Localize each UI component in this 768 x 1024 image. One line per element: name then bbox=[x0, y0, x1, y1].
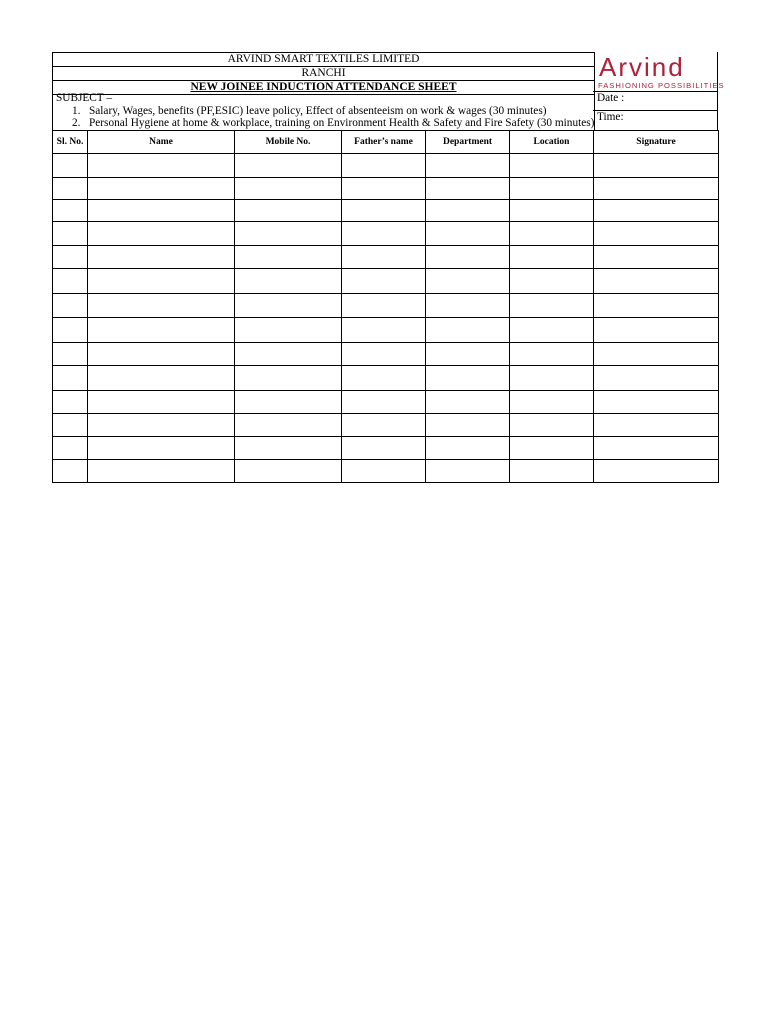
column-header-location: Location bbox=[510, 131, 594, 154]
cell-mobile[interactable] bbox=[235, 343, 342, 366]
subject-item-number: 2. bbox=[72, 117, 81, 129]
table-row bbox=[53, 343, 719, 366]
cell-name[interactable] bbox=[88, 178, 235, 200]
cell-department[interactable] bbox=[426, 178, 510, 200]
cell-location[interactable] bbox=[510, 437, 594, 460]
cell-father-name[interactable] bbox=[342, 154, 426, 178]
cell-sl-no[interactable] bbox=[53, 437, 88, 460]
company-name: ARVIND SMART TEXTILES LIMITED bbox=[53, 53, 594, 67]
date-field: Date : bbox=[593, 92, 717, 111]
cell-mobile[interactable] bbox=[235, 391, 342, 414]
cell-name[interactable] bbox=[88, 294, 235, 318]
cell-sl-no[interactable] bbox=[53, 200, 88, 222]
cell-department[interactable] bbox=[426, 366, 510, 391]
cell-sl-no[interactable] bbox=[53, 154, 88, 178]
subject-item-1 bbox=[56, 105, 592, 118]
logo-tagline: FASHIONING POSSIBILITIES bbox=[598, 81, 725, 90]
cell-name[interactable] bbox=[88, 366, 235, 391]
cell-sl-no[interactable] bbox=[53, 460, 88, 483]
column-header-signature: Signature bbox=[594, 131, 719, 154]
cell-sl-no[interactable] bbox=[53, 246, 88, 269]
cell-signature[interactable] bbox=[594, 222, 719, 246]
sheet-header bbox=[52, 52, 725, 130]
table-row bbox=[53, 246, 719, 269]
cell-sl-no[interactable] bbox=[53, 222, 88, 246]
column-header-name: Name bbox=[88, 131, 235, 154]
cell-mobile[interactable] bbox=[235, 460, 342, 483]
cell-name[interactable] bbox=[88, 343, 235, 366]
cell-location[interactable] bbox=[510, 366, 594, 391]
header-right bbox=[593, 52, 725, 130]
cell-name[interactable] bbox=[88, 318, 235, 343]
table-row bbox=[53, 366, 719, 391]
table-row bbox=[53, 222, 719, 246]
subject-item-number: 1. bbox=[72, 104, 81, 117]
cell-signature[interactable] bbox=[594, 200, 719, 222]
cell-sl-no[interactable] bbox=[53, 391, 88, 414]
cell-signature[interactable] bbox=[594, 294, 719, 318]
cell-department[interactable] bbox=[426, 294, 510, 318]
column-header-department: Department bbox=[426, 131, 510, 154]
cell-mobile[interactable] bbox=[235, 269, 342, 294]
subject-item-text: Personal Hygiene at home & workplace, training on Environment Health & Safety and Fire Safety (30 minutes) bbox=[89, 117, 595, 129]
attendance-sheet bbox=[52, 52, 725, 483]
cell-department[interactable] bbox=[426, 460, 510, 483]
cell-signature[interactable] bbox=[594, 343, 719, 366]
cell-name[interactable] bbox=[88, 246, 235, 269]
company-location: RANCHI bbox=[53, 67, 594, 81]
cell-location[interactable] bbox=[510, 178, 594, 200]
sheet-title: NEW JOINEE INDUCTION ATTENDANCE SHEET bbox=[53, 81, 594, 95]
cell-father-name[interactable] bbox=[342, 269, 426, 294]
cell-mobile[interactable] bbox=[235, 294, 342, 318]
cell-signature[interactable] bbox=[594, 414, 719, 437]
column-header-sl-no: Sl. No. bbox=[53, 131, 88, 154]
cell-signature[interactable] bbox=[594, 391, 719, 414]
cell-mobile[interactable] bbox=[235, 414, 342, 437]
cell-department[interactable] bbox=[426, 318, 510, 343]
cell-name[interactable] bbox=[88, 414, 235, 437]
cell-department[interactable] bbox=[426, 222, 510, 246]
cell-sl-no[interactable] bbox=[53, 178, 88, 200]
table-row bbox=[53, 437, 719, 460]
cell-name[interactable] bbox=[88, 222, 235, 246]
cell-signature[interactable] bbox=[594, 366, 719, 391]
cell-department[interactable] bbox=[426, 343, 510, 366]
cell-location[interactable] bbox=[510, 294, 594, 318]
table-row bbox=[53, 391, 719, 414]
cell-sl-no[interactable] bbox=[53, 294, 88, 318]
table-row bbox=[53, 154, 719, 178]
cell-father-name[interactable] bbox=[342, 178, 426, 200]
cell-signature[interactable] bbox=[594, 318, 719, 343]
cell-father-name[interactable] bbox=[342, 200, 426, 222]
cell-department[interactable] bbox=[426, 437, 510, 460]
cell-mobile[interactable] bbox=[235, 366, 342, 391]
subject-block bbox=[52, 92, 595, 130]
cell-department[interactable] bbox=[426, 414, 510, 437]
cell-father-name[interactable] bbox=[342, 437, 426, 460]
cell-mobile[interactable] bbox=[235, 246, 342, 269]
table-row bbox=[53, 414, 719, 437]
column-header-mobile: Mobile No. bbox=[235, 131, 342, 154]
cell-department[interactable] bbox=[426, 269, 510, 294]
subject-label: SUBJECT – bbox=[56, 92, 112, 104]
cell-mobile[interactable] bbox=[235, 178, 342, 200]
cell-location[interactable] bbox=[510, 460, 594, 483]
table-row bbox=[53, 269, 719, 294]
table-row bbox=[53, 318, 719, 343]
cell-father-name[interactable] bbox=[342, 343, 426, 366]
cell-location[interactable] bbox=[510, 414, 594, 437]
cell-signature[interactable] bbox=[594, 246, 719, 269]
cell-location[interactable] bbox=[510, 200, 594, 222]
table-header-row bbox=[53, 131, 719, 154]
cell-mobile[interactable] bbox=[235, 200, 342, 222]
cell-location[interactable] bbox=[510, 246, 594, 269]
table-body bbox=[53, 154, 719, 483]
cell-father-name[interactable] bbox=[342, 366, 426, 391]
cell-name[interactable] bbox=[88, 200, 235, 222]
cell-father-name[interactable] bbox=[342, 246, 426, 269]
logo-wordmark: Arvind bbox=[599, 52, 685, 82]
cell-signature[interactable] bbox=[594, 154, 719, 178]
cell-mobile[interactable] bbox=[235, 437, 342, 460]
cell-father-name[interactable] bbox=[342, 391, 426, 414]
cell-sl-no[interactable] bbox=[53, 318, 88, 343]
cell-father-name[interactable] bbox=[342, 414, 426, 437]
cell-name[interactable] bbox=[88, 460, 235, 483]
cell-department[interactable] bbox=[426, 246, 510, 269]
attendance-table bbox=[52, 130, 719, 483]
cell-department[interactable] bbox=[426, 200, 510, 222]
cell-location[interactable] bbox=[510, 154, 594, 178]
time-field: Time: bbox=[597, 111, 624, 123]
subject-item-2 bbox=[56, 117, 595, 130]
cell-mobile[interactable] bbox=[235, 318, 342, 343]
cell-department[interactable] bbox=[426, 391, 510, 414]
column-header-father-name: Father’s name bbox=[342, 131, 426, 154]
cell-mobile[interactable] bbox=[235, 222, 342, 246]
cell-signature[interactable] bbox=[594, 460, 719, 483]
cell-signature[interactable] bbox=[594, 269, 719, 294]
table-row bbox=[53, 178, 719, 200]
cell-location[interactable] bbox=[510, 318, 594, 343]
cell-name[interactable] bbox=[88, 437, 235, 460]
cell-location[interactable] bbox=[510, 222, 594, 246]
cell-location[interactable] bbox=[510, 343, 594, 366]
cell-father-name[interactable] bbox=[342, 460, 426, 483]
cell-sl-no[interactable] bbox=[53, 269, 88, 294]
subject-item-text: Salary, Wages, benefits (PF,ESIC) leave policy, Effect of absenteeism on work & wages (30 minutes) bbox=[89, 104, 547, 117]
cell-sl-no[interactable] bbox=[53, 414, 88, 437]
cell-location[interactable] bbox=[510, 269, 594, 294]
table-row bbox=[53, 200, 719, 222]
cell-department[interactable] bbox=[426, 154, 510, 178]
cell-signature[interactable] bbox=[594, 437, 719, 460]
arvind-logo bbox=[593, 52, 725, 92]
cell-sl-no[interactable] bbox=[53, 366, 88, 391]
table-row bbox=[53, 294, 719, 318]
cell-name[interactable] bbox=[88, 391, 235, 414]
cell-mobile[interactable] bbox=[235, 154, 342, 178]
cell-sl-no[interactable] bbox=[53, 343, 88, 366]
cell-signature[interactable] bbox=[594, 178, 719, 200]
cell-father-name[interactable] bbox=[342, 318, 426, 343]
cell-name[interactable] bbox=[88, 154, 235, 178]
cell-name[interactable] bbox=[88, 269, 235, 294]
cell-father-name[interactable] bbox=[342, 222, 426, 246]
cell-location[interactable] bbox=[510, 391, 594, 414]
table-row bbox=[53, 460, 719, 483]
cell-father-name[interactable] bbox=[342, 294, 426, 318]
